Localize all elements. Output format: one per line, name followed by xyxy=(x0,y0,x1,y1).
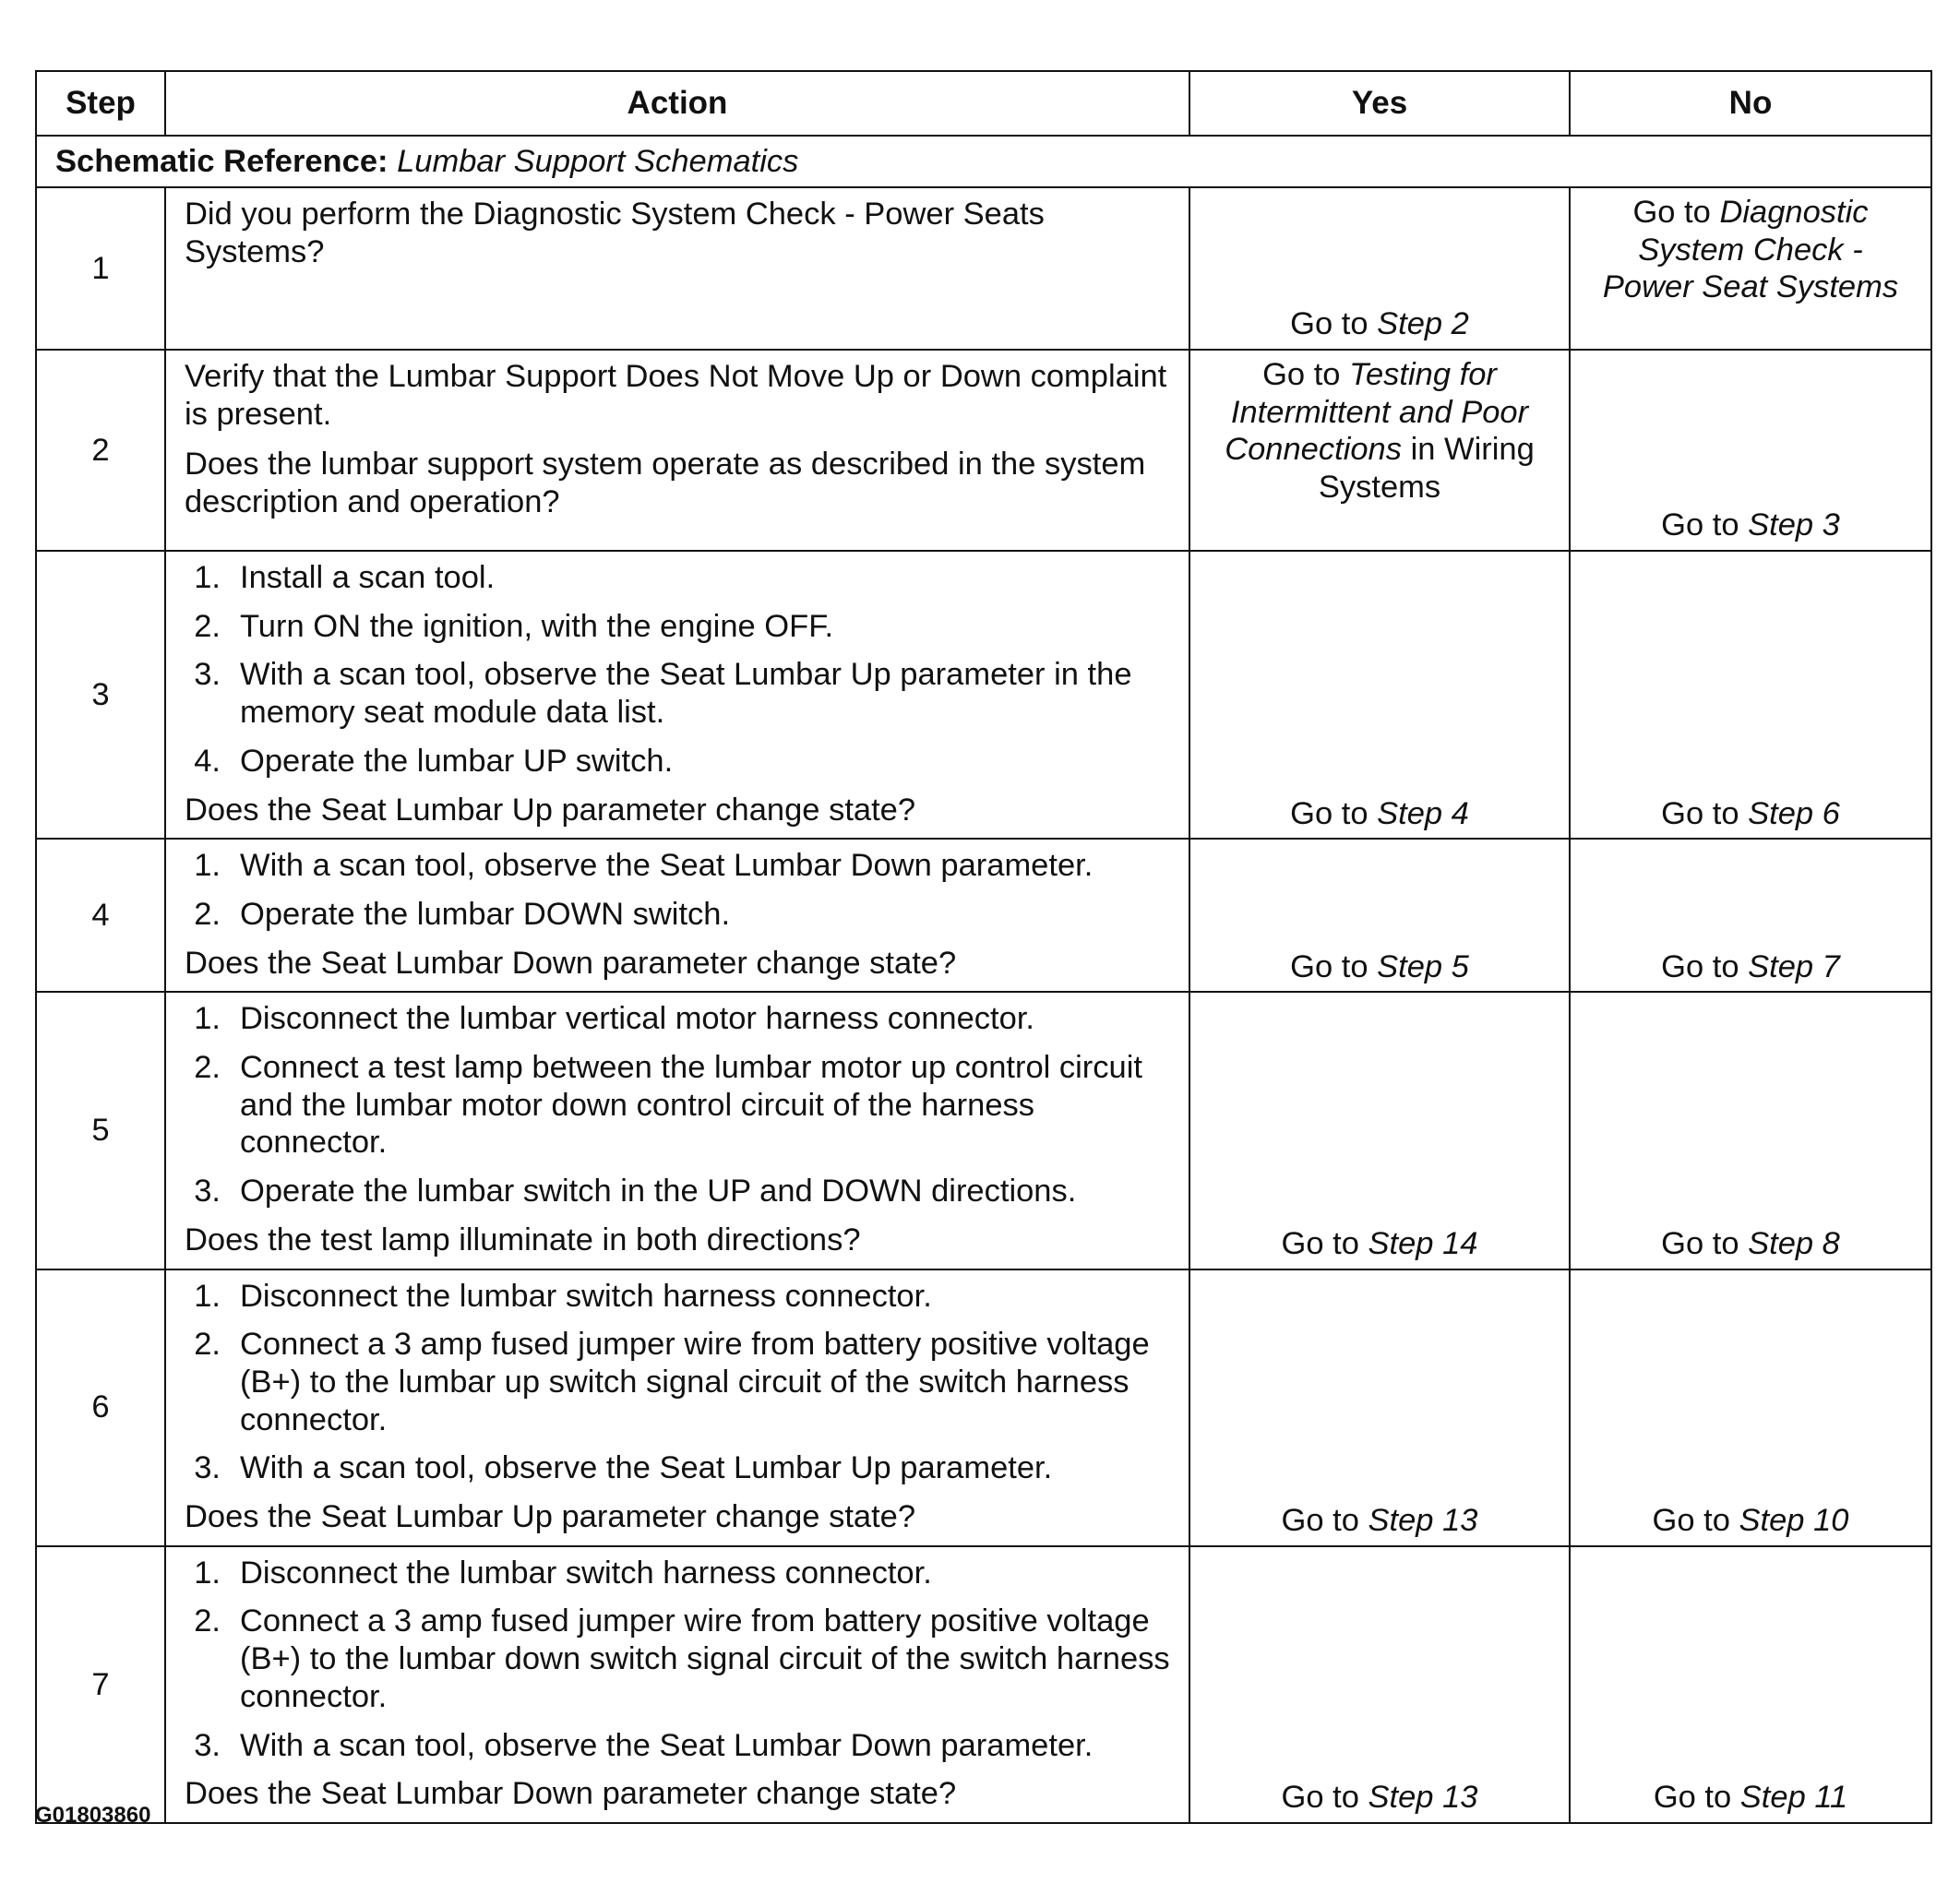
action-cell xyxy=(165,839,1189,992)
action-question: Does the Seat Lumbar Up parameter change state? xyxy=(185,792,916,828)
yes-prefix: Go to xyxy=(1290,795,1368,831)
action-steps xyxy=(185,559,1170,781)
yes-link[interactable]: Step 13 xyxy=(1368,1503,1478,1539)
action-note: Verify that the Lumbar Support Does Not Move Up or Down complaint is present. xyxy=(185,359,1167,432)
no-link[interactable]: Diagnostic System Check - Power Seat Systems xyxy=(1602,195,1899,305)
action-step-item: 2. Operate the lumbar DOWN switch. xyxy=(194,896,731,932)
no-cell xyxy=(1570,1546,1931,1823)
no-prefix: Go to xyxy=(1661,795,1739,831)
action-steps xyxy=(185,847,1170,933)
action-step-item: 1. Install a scan tool. xyxy=(194,560,496,595)
action-question: Does the lumbar support system operate as described in the system description and operation? xyxy=(185,447,1146,520)
yes-suffix: in Wiring Systems xyxy=(1318,432,1535,506)
no-prefix: Go to xyxy=(1661,948,1739,984)
action-cell xyxy=(165,992,1189,1269)
table-row-step-2 xyxy=(36,350,1931,551)
no-cell xyxy=(1570,350,1931,551)
action-step-item: 2. Turn ON the ignition, with the engine OFF. xyxy=(194,608,834,644)
yes-prefix: Go to xyxy=(1281,1503,1359,1539)
action-step-item: 3. With a scan tool, observe the Seat Lumbar Up parameter in the memory seat module data list. xyxy=(194,657,1132,731)
schematic-reference-label: Schematic Reference: xyxy=(55,143,388,179)
header-yes: Yes xyxy=(1189,71,1570,136)
action-cell xyxy=(165,350,1189,551)
no-prefix: Go to xyxy=(1661,1225,1739,1261)
step-number: 7 xyxy=(36,1546,165,1823)
table-row-step-5 xyxy=(36,992,1931,1269)
yes-link[interactable]: Step 14 xyxy=(1368,1225,1478,1261)
table-row-step-1 xyxy=(36,187,1931,350)
yes-cell xyxy=(1189,1269,1570,1546)
yes-cell xyxy=(1189,839,1570,992)
action-question: Did you perform the Diagnostic System Check - Power Seats Systems? xyxy=(185,197,1045,269)
action-step-item: 3. With a scan tool, observe the Seat Lumbar Up parameter. xyxy=(194,1450,1053,1486)
step-number: 6 xyxy=(36,1269,165,1546)
yes-result xyxy=(1190,305,1569,343)
no-cell xyxy=(1570,839,1931,992)
table-row-step-7 xyxy=(36,1546,1931,1823)
yes-prefix: Go to xyxy=(1262,357,1341,392)
action-step-item: 1. With a scan tool, observe the Seat Lumbar Down parameter. xyxy=(194,848,1094,884)
no-cell xyxy=(1570,187,1931,350)
no-link[interactable]: Step 8 xyxy=(1748,1225,1840,1261)
no-link[interactable]: Step 6 xyxy=(1748,795,1840,831)
action-step-item: 1. Disconnect the lumbar switch harness connector. xyxy=(194,1278,932,1314)
table-row-step-3 xyxy=(36,551,1931,839)
yes-prefix: Go to xyxy=(1290,306,1368,342)
no-cell xyxy=(1570,1269,1931,1546)
no-result xyxy=(1571,188,1930,306)
step-number: 4 xyxy=(36,839,165,992)
step-number: 2 xyxy=(36,350,165,551)
header-no: No xyxy=(1570,71,1931,136)
header-step: Step xyxy=(36,71,165,136)
yes-result xyxy=(1190,1502,1569,1540)
no-cell xyxy=(1570,992,1931,1269)
step-number: 3 xyxy=(36,551,165,839)
yes-cell xyxy=(1189,551,1570,839)
yes-cell xyxy=(1189,992,1570,1269)
schematic-reference-link[interactable]: Lumbar Support Schematics xyxy=(397,143,799,179)
yes-prefix: Go to xyxy=(1281,1780,1359,1816)
header-action: Action xyxy=(165,71,1189,136)
yes-cell xyxy=(1189,350,1570,551)
table-row-step-6 xyxy=(36,1269,1931,1546)
action-step-item: 3. Operate the lumbar switch in the UP and DOWN directions. xyxy=(194,1174,1077,1210)
step-number: 5 xyxy=(36,992,165,1269)
no-prefix: Go to xyxy=(1652,1503,1730,1539)
yes-result xyxy=(1190,1225,1569,1263)
step-number: 1 xyxy=(36,187,165,350)
no-prefix: Go to xyxy=(1653,1780,1732,1816)
no-prefix: Go to xyxy=(1661,507,1739,543)
yes-cell xyxy=(1189,1546,1570,1823)
action-step-item: 4. Operate the lumbar UP switch. xyxy=(194,743,674,779)
no-link[interactable]: Step 10 xyxy=(1739,1503,1849,1539)
action-step-item: 2. Connect a 3 amp fused jumper wire from battery positive voltage (B+) to the lumbar down switch signal circuit of the switch harness connector. xyxy=(194,1603,1170,1714)
action-step-item: 1. Disconnect the lumbar switch harness connector. xyxy=(194,1555,932,1591)
no-result xyxy=(1571,948,1930,986)
header-row xyxy=(36,71,1931,136)
action-steps xyxy=(185,1278,1170,1488)
no-result xyxy=(1571,1779,1930,1817)
yes-link[interactable]: Step 5 xyxy=(1377,948,1469,984)
yes-result xyxy=(1190,948,1569,986)
no-link[interactable]: Step 3 xyxy=(1748,507,1840,543)
yes-cell xyxy=(1189,187,1570,350)
action-step-item: 3. With a scan tool, observe the Seat Lumbar Down parameter. xyxy=(194,1727,1094,1763)
no-result xyxy=(1571,1502,1930,1540)
yes-result xyxy=(1190,1779,1569,1817)
no-result xyxy=(1571,795,1930,833)
yes-result xyxy=(1190,795,1569,833)
action-cell xyxy=(165,1546,1189,1823)
action-question: Does the Seat Lumbar Up parameter change state? xyxy=(185,1499,916,1535)
schematic-reference xyxy=(36,136,1931,187)
yes-link[interactable]: Testing for Intermittent and Poor Connections xyxy=(1225,357,1529,468)
action-question: Does the Seat Lumbar Down parameter change state? xyxy=(185,1776,957,1812)
yes-prefix: Go to xyxy=(1290,948,1368,984)
action-step-item: 2. Connect a 3 amp fused jumper wire from battery positive voltage (B+) to the lumbar up switch signal circuit of the switch harness connector. xyxy=(194,1327,1150,1437)
action-steps xyxy=(185,1000,1170,1210)
yes-link[interactable]: Step 2 xyxy=(1377,306,1469,342)
action-step-item: 1. Disconnect the lumbar vertical motor harness connector. xyxy=(194,1001,1034,1037)
action-question: Does the Seat Lumbar Down parameter change state? xyxy=(185,945,957,981)
figure-id: G01803860 xyxy=(35,1803,151,1828)
diagnostic-table xyxy=(35,70,1932,1824)
action-cell xyxy=(165,187,1189,350)
yes-result xyxy=(1190,351,1569,507)
no-link[interactable]: Step 7 xyxy=(1748,948,1840,984)
yes-prefix: Go to xyxy=(1281,1225,1359,1261)
action-steps xyxy=(185,1555,1170,1765)
action-cell xyxy=(165,1269,1189,1546)
action-step-item: 2. Connect a test lamp between the lumbar motor up control circuit and the lumbar motor down control circuit of the harness connector. xyxy=(194,1050,1142,1161)
no-result xyxy=(1571,507,1930,544)
no-prefix: Go to xyxy=(1632,195,1711,230)
yes-link[interactable]: Step 13 xyxy=(1368,1780,1478,1816)
no-link[interactable]: Step 11 xyxy=(1739,1780,1848,1816)
action-cell xyxy=(165,551,1189,839)
table-row-step-4 xyxy=(36,839,1931,992)
no-result xyxy=(1571,1225,1930,1263)
action-question: Does the test lamp illuminate in both directions? xyxy=(185,1222,861,1257)
no-cell xyxy=(1570,551,1931,839)
yes-link[interactable]: Step 4 xyxy=(1377,795,1469,831)
schematic-reference-row xyxy=(36,136,1931,187)
